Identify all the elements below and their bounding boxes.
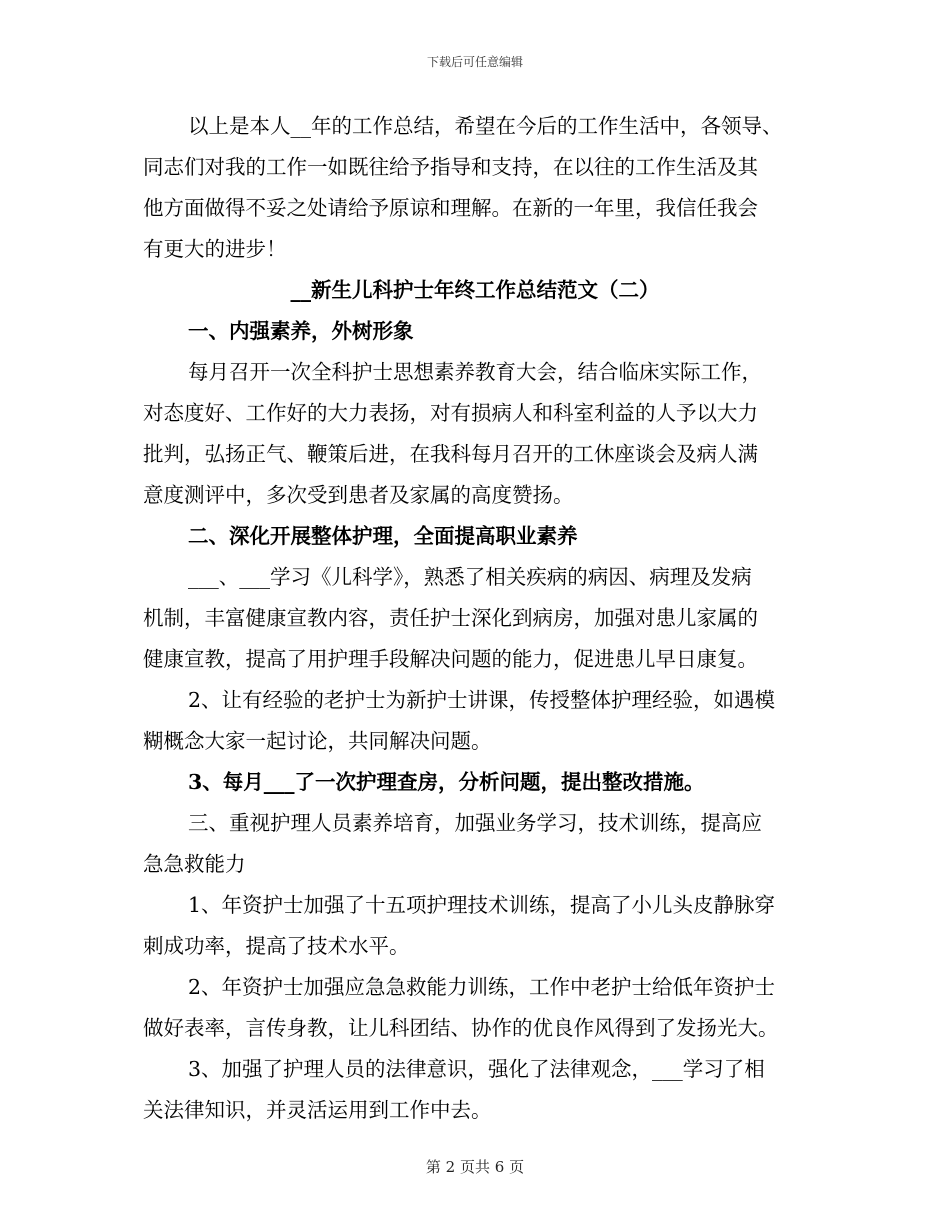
paragraph-line: 2、年资护士加强应急急救能力训练，工作中老护士给低年资护士 — [188, 975, 776, 999]
paragraph-line: 3、加强了护理人员的法律意识，强化了法律观念，___学习了相 — [188, 1057, 765, 1081]
paragraph-line: 机制，丰富健康宣教内容，责任护士深化到病房，加强对患儿家属的 — [143, 606, 758, 630]
paragraph-line: 急急救能力 — [143, 852, 246, 876]
paragraph-line: 批判，弘扬正气、鞭策后进，在我科每月召开的工休座谈会及病人满 — [143, 442, 758, 466]
page-header: 下载后可任意编辑 — [426, 55, 523, 69]
paragraph-line: 以上是本人__年的工作总结，希望在今后的工作生活中，各领导、 — [188, 114, 783, 138]
document-body — [143, 106, 807, 1131]
paragraph-line: 同志们对我的工作一如既往给予指导和支持，在以往的工作生活及其 — [143, 155, 758, 179]
paragraph-line: 对态度好、工作好的大力表扬，对有损病人和科室利益的人予以大力 — [143, 401, 758, 425]
paragraph-line: 2、让有经验的老护士为新护士讲课，传授整体护理经验，如遇模 — [188, 688, 776, 712]
section-heading: 一、内强素养，外树形象 — [188, 319, 414, 343]
section-title: __新生儿科护士年终工作总结范文（二） — [290, 278, 660, 302]
paragraph-line: 关法律知识，并灵活运用到工作中去。 — [143, 1098, 492, 1122]
paragraph-line: 刺成功率，提高了技术水平。 — [143, 934, 410, 958]
paragraph-line: 意度测评中，多次受到患者及家属的高度赞扬。 — [143, 483, 574, 507]
paragraph-line: 健康宣教，提高了用护理手段解决问题的能力，促进患儿早日康复。 — [143, 647, 758, 671]
paragraph-line: 有更大的进步！ — [143, 237, 287, 261]
section-heading: 3、每月___了一次护理查房，分析问题，提出整改措施。 — [188, 770, 705, 794]
paragraph-line: 他方面做得不妥之处请给予原谅和理解。在新的一年里，我信任我会 — [143, 196, 758, 220]
paragraph-line: 做好表率，言传身教，让儿科团结、协作的优良作风得到了发扬光大。 — [143, 1016, 779, 1040]
paragraph-line: ___、___学习《儿科学》，熟悉了相关疾病的病因、病理及发病 — [188, 565, 752, 589]
page-footer: 第 2 页共 6 页 — [425, 1158, 525, 1176]
paragraph-line: 糊概念大家一起讨论，共同解决问题。 — [143, 729, 492, 753]
paragraph-line: 三、重视护理人员素养培育，加强业务学习，技术训练，提高应 — [188, 811, 762, 835]
paragraph-line: 每月召开一次全科护士思想素养教育大会，结合临床实际工作， — [188, 360, 762, 384]
paragraph-line: 1、年资护士加强了十五项护理技术训练，提高了小儿头皮静脉穿 — [188, 893, 776, 917]
section-heading: 二、深化开展整体护理，全面提高职业素养 — [188, 524, 578, 548]
